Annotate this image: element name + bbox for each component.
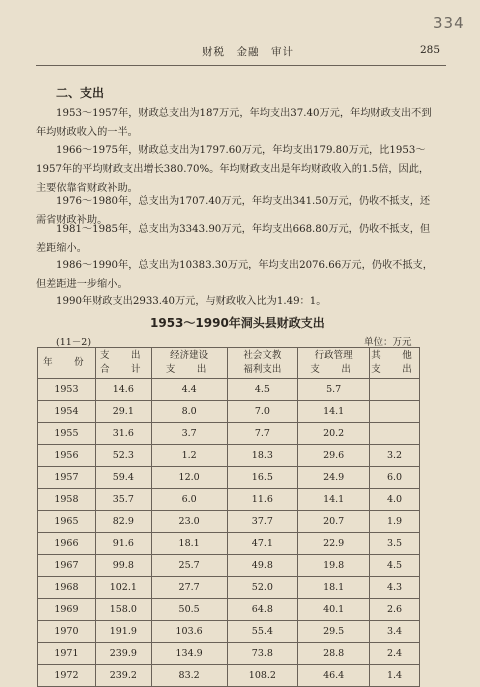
cell-year: 1953 xyxy=(38,379,96,401)
cell-year: 1954 xyxy=(38,401,96,423)
cell-social: 52.0 xyxy=(227,577,298,599)
cell-economic: 103.6 xyxy=(151,621,227,643)
cell-economic: 4.4 xyxy=(151,379,227,401)
paragraph-text: 1981～1985年，总支出为3343.90万元，年均支出668.80万元，仍收不抵支，但差距缩小。 xyxy=(36,224,431,254)
paragraph xyxy=(36,256,438,294)
cell-economic: 3.7 xyxy=(151,423,227,445)
cell-economic: 8.0 xyxy=(151,401,227,423)
cell-year: 1965 xyxy=(38,511,96,533)
cell-other: 2.4 xyxy=(370,643,420,665)
cell-economic: 27.7 xyxy=(151,577,227,599)
cell-other: 4.3 xyxy=(370,577,420,599)
cell-economic: 25.7 xyxy=(151,555,227,577)
header-year: 年 份 xyxy=(38,348,96,379)
cell-total: 191.9 xyxy=(95,621,151,643)
cell-total: 59.4 xyxy=(95,467,151,489)
cell-total: 29.1 xyxy=(95,401,151,423)
expenditure-table xyxy=(37,347,420,687)
header-social: 社会文教 福利支出 xyxy=(227,348,298,379)
cell-economic: 134.9 xyxy=(151,643,227,665)
running-header xyxy=(36,44,444,62)
cell-social: 37.7 xyxy=(227,511,298,533)
cell-economic: 83.2 xyxy=(151,665,227,687)
cell-other: 1.9 xyxy=(370,511,420,533)
cell-other xyxy=(370,423,420,445)
cell-other: 3.4 xyxy=(370,621,420,643)
section-title: 二、支出 xyxy=(56,86,105,100)
paragraph xyxy=(36,141,438,198)
cell-social: 64.8 xyxy=(227,599,298,621)
cell-social: 18.3 xyxy=(227,445,298,467)
table-row xyxy=(38,599,420,621)
header-economic: 经济建设 支 出 xyxy=(151,348,227,379)
cell-other: 6.0 xyxy=(370,467,420,489)
cell-year: 1967 xyxy=(38,555,96,577)
cell-admin: 18.1 xyxy=(298,577,370,599)
table-row xyxy=(38,423,420,445)
cell-social: 7.7 xyxy=(227,423,298,445)
cell-social: 49.8 xyxy=(227,555,298,577)
cell-other: 4.0 xyxy=(370,489,420,511)
cell-year: 1969 xyxy=(38,599,96,621)
cell-admin: 20.2 xyxy=(298,423,370,445)
cell-admin: 46.4 xyxy=(298,665,370,687)
cell-admin: 19.8 xyxy=(298,555,370,577)
table-row xyxy=(38,401,420,423)
header-other: 其 他 支 出 xyxy=(370,348,420,379)
cell-total: 52.3 xyxy=(95,445,151,467)
table-row xyxy=(38,577,420,599)
cell-other: 3.2 xyxy=(370,445,420,467)
cell-admin: 29.5 xyxy=(298,621,370,643)
header-page-number: 285 xyxy=(419,44,440,56)
table-row xyxy=(38,379,420,401)
cell-social: 11.6 xyxy=(227,489,298,511)
table-title: 1953～1990年洞头县财政支出 xyxy=(150,316,325,330)
table-row xyxy=(38,533,420,555)
cell-other: 4.5 xyxy=(370,555,420,577)
cell-economic: 50.5 xyxy=(151,599,227,621)
table-header-row xyxy=(38,348,420,379)
paragraph-text: 1966～1975年，财政总支出为1797.60万元，年均支出179.80万元，比1953～1957年的平均财政支出增长380.70%。年均财政支出是年均财政收入的1.5倍，因此，主要依靠省财政补助。 xyxy=(36,145,430,194)
cell-total: 35.7 xyxy=(95,489,151,511)
cell-admin: 5.7 xyxy=(298,379,370,401)
cell-year: 1955 xyxy=(38,423,96,445)
cell-total: 14.6 xyxy=(95,379,151,401)
cell-year: 1956 xyxy=(38,445,96,467)
table-number: (11－2) xyxy=(56,337,92,348)
cell-other xyxy=(370,379,420,401)
cell-social: 7.0 xyxy=(227,401,298,423)
table-row xyxy=(38,489,420,511)
cell-social: 4.5 xyxy=(227,379,298,401)
header-rule xyxy=(36,65,446,66)
cell-admin: 24.9 xyxy=(298,467,370,489)
cell-economic: 23.0 xyxy=(151,511,227,533)
header-admin: 行政管理 支 出 xyxy=(298,348,370,379)
cell-other: 2.6 xyxy=(370,599,420,621)
header-section: 财税 金融 审计 xyxy=(202,46,294,58)
table-row xyxy=(38,555,420,577)
table-unit: 单位：万元 xyxy=(364,337,412,348)
cell-year: 1958 xyxy=(38,489,96,511)
cell-total: 91.6 xyxy=(95,533,151,555)
cell-other xyxy=(370,401,420,423)
cell-total: 102.1 xyxy=(95,577,151,599)
paragraph xyxy=(36,292,438,311)
paragraph xyxy=(36,220,438,258)
table-row xyxy=(38,643,420,665)
cell-social: 108.2 xyxy=(227,665,298,687)
cell-admin: 40.1 xyxy=(298,599,370,621)
cell-total: 158.0 xyxy=(95,599,151,621)
cell-total: 82.9 xyxy=(95,511,151,533)
cell-year: 1970 xyxy=(38,621,96,643)
cell-social: 73.8 xyxy=(227,643,298,665)
cell-admin: 20.7 xyxy=(298,511,370,533)
paragraph xyxy=(36,104,438,142)
cell-social: 55.4 xyxy=(227,621,298,643)
cell-other: 3.5 xyxy=(370,533,420,555)
cell-admin: 14.1 xyxy=(298,401,370,423)
cell-economic: 18.1 xyxy=(151,533,227,555)
cell-total: 239.2 xyxy=(95,665,151,687)
cell-year: 1972 xyxy=(38,665,96,687)
cell-admin: 28.8 xyxy=(298,643,370,665)
header-total: 支 出 合 计 xyxy=(95,348,151,379)
paragraph-text: 1986～1990年，总支出为10383.30万元，年均支出2076.66万元，仍收不抵支，但差距进一步缩小。 xyxy=(36,260,433,290)
cell-admin: 14.1 xyxy=(298,489,370,511)
cell-year: 1968 xyxy=(38,577,96,599)
cell-year: 1966 xyxy=(38,533,96,555)
paragraph-text: 1976～1980年，总支出为1707.40万元，年均支出341.50万元，仍收不抵支，还需省财政补助。 xyxy=(36,196,431,226)
cell-social: 47.1 xyxy=(227,533,298,555)
cell-admin: 29.6 xyxy=(298,445,370,467)
table-row xyxy=(38,665,420,687)
cell-year: 1957 xyxy=(38,467,96,489)
cell-other: 1.4 xyxy=(370,665,420,687)
cell-social: 16.5 xyxy=(227,467,298,489)
table-row xyxy=(38,445,420,467)
table-row xyxy=(38,621,420,643)
cell-economic: 12.0 xyxy=(151,467,227,489)
table-row xyxy=(38,467,420,489)
paragraph-text: 1953～1957年，财政总支出为187万元，年均支出37.40万元，年均财政支出不到年均财政收入的一半。 xyxy=(36,108,432,138)
paragraph-text: 1990年财政支出2933.40万元，与财政收入比为1.49：1。 xyxy=(56,296,327,307)
cell-economic: 6.0 xyxy=(151,489,227,511)
handwritten-page-number: 334 xyxy=(433,14,465,32)
cell-total: 31.6 xyxy=(95,423,151,445)
table-row xyxy=(38,511,420,533)
cell-total: 239.9 xyxy=(95,643,151,665)
cell-economic: 1.2 xyxy=(151,445,227,467)
cell-year: 1971 xyxy=(38,643,96,665)
cell-total: 99.8 xyxy=(95,555,151,577)
cell-admin: 22.9 xyxy=(298,533,370,555)
